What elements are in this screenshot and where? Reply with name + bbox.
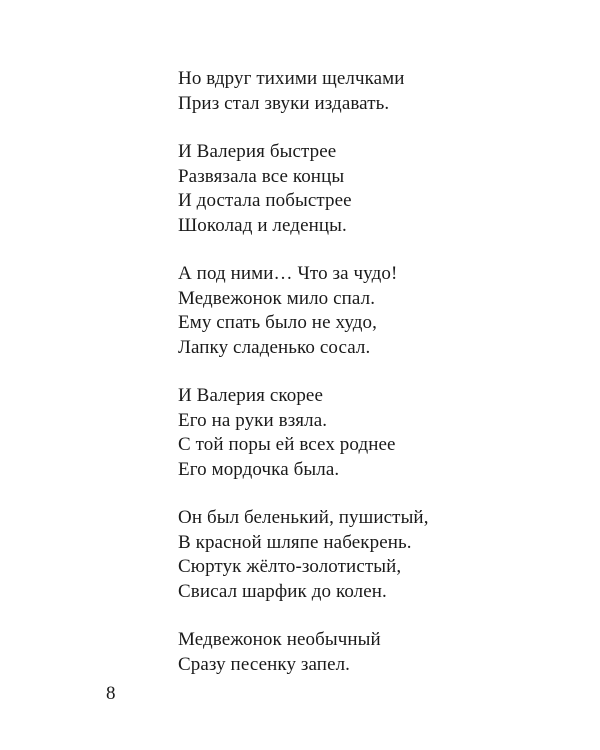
poem-line: Его мордочка была.: [178, 458, 340, 480]
poem-line: Сразу песенку запел.: [178, 653, 351, 675]
poem-line: Он был беленький, пушистый,: [178, 507, 429, 528]
poem-line: Шоколад и леденцы.: [178, 214, 347, 236]
stanza-6: [178, 628, 558, 677]
poem-line: В красной шляпе набекрень.: [178, 531, 412, 553]
poem-line: И Валерия скорее: [178, 385, 323, 406]
poem-line: Свисал шарфик до колен.: [178, 580, 387, 602]
poem-line: Медвежонок необычный: [178, 629, 381, 650]
poem-line: Лапку сладенько сосал.: [178, 336, 371, 358]
poem-line: Его на руки взяла.: [178, 409, 328, 431]
poem-line: Сюртук жёлто-золотистый,: [178, 556, 402, 577]
poem-line: И Валерия быстрее: [178, 141, 337, 162]
poem-line: Приз стал звуки издавать.: [178, 92, 390, 114]
page-number: 8: [106, 683, 116, 704]
poem-line: И достала побыстрее: [178, 190, 352, 211]
stanza-1: [178, 67, 558, 116]
stanza-5: [178, 506, 558, 604]
stanza-3: [178, 262, 558, 360]
poem-line: Развязала все концы: [178, 165, 345, 187]
poem-line: Но вдруг тихими щелчками: [178, 68, 405, 89]
poem-line: А под ними… Что за чудо!: [178, 263, 398, 284]
poem-line: Медвежонок мило спал.: [178, 287, 376, 309]
poem-body: [178, 67, 558, 701]
poem-line: С той поры ей всех роднее: [178, 434, 396, 455]
stanza-2: [178, 140, 558, 238]
poem-line: Ему спать было не худо,: [178, 312, 377, 333]
stanza-4: [178, 384, 558, 482]
